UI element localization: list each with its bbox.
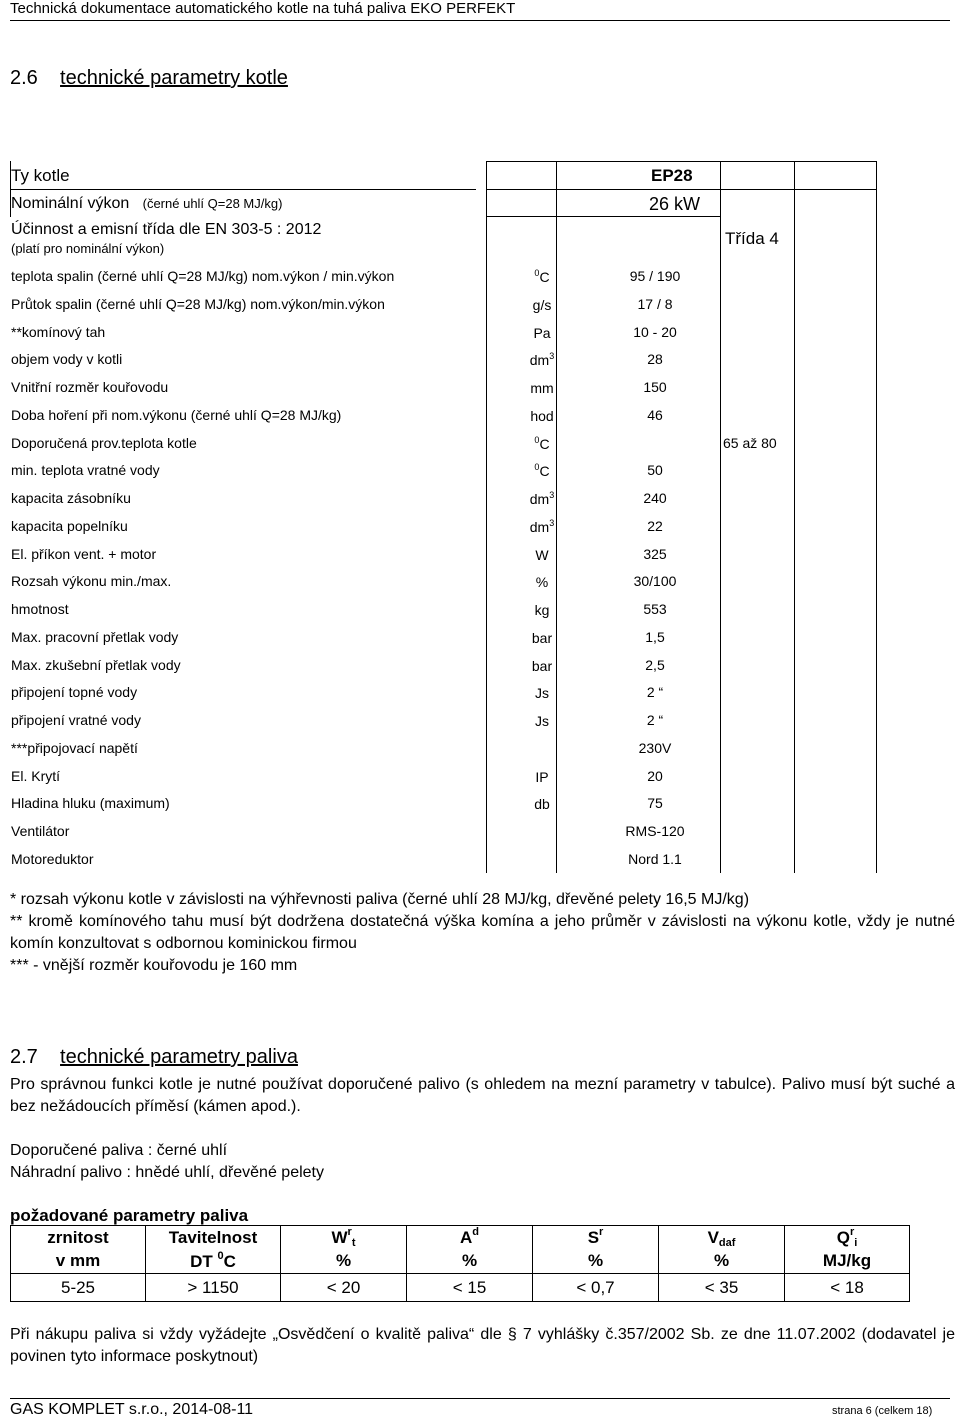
parameter-unit: Js	[535, 713, 549, 729]
recommended-fuel: Doporučené paliva : černé uhlí	[10, 1142, 228, 1159]
parameter-value: 150	[643, 379, 667, 395]
document-header: Technická dokumentace automatického kotle na tuhá paliva EKO PERFEKT	[10, 0, 516, 17]
parameter-value: 2,5	[645, 656, 665, 673]
parameter-value: RMS-120	[625, 823, 685, 839]
parameter-value: 75	[647, 795, 663, 812]
efficiency-class-label: Účinnost a emisní třída dle EN 303-5 : 2012	[11, 221, 322, 238]
nominal-power-value: 26 kW	[649, 194, 701, 214]
efficiency-class-value: Třída 4	[725, 229, 779, 248]
parameter-unit: $dm^3$	[529, 351, 555, 369]
fuel-value-cell: < 0,7	[533, 1274, 659, 1302]
fuel-value-cell: 5-25	[11, 1274, 146, 1302]
fuel-value-cell: > 1150	[146, 1274, 281, 1302]
fuel-table-heading: požadované parametry paliva	[10, 1206, 249, 1225]
parameter-value: 10 - 20	[633, 323, 677, 340]
parameter-value: 553	[643, 601, 667, 617]
fuel-column-unit: %	[533, 1250, 659, 1274]
fuel-description: Pro správnou funkci kotle je nutné používat doporučené palivo (s ohledem na mezní parametry v tabulce). Palivo musí být suché a bez nežádoucích příměsí (kámen apod.).	[10, 1076, 955, 1115]
parameter-unit: bar	[531, 657, 553, 674]
parameter-value: 95 / 190	[629, 268, 681, 284]
parameter-unit: %	[535, 574, 549, 591]
parameter-label: Doporučená prov.teplota kotle	[11, 434, 197, 451]
parameter-label: připojení topné vody	[11, 684, 138, 701]
fuel-value-cell: < 20	[281, 1274, 407, 1302]
fuel-table-unit-row	[11, 1250, 910, 1274]
parameter-unit: hod	[530, 407, 554, 424]
parameter-label: El. Krytí	[11, 767, 61, 784]
fuel-column-header: $Q^ri$	[785, 1226, 910, 1250]
parameter-unit: Pa	[533, 324, 551, 341]
parameter-label: Hladina hluku (maximum)	[11, 795, 170, 812]
parameter-label: hmotnost	[11, 601, 69, 617]
grid-line	[486, 161, 487, 873]
parameter-value: 22	[647, 517, 663, 534]
purchase-note: Při nákupu paliva si vždy vyžádejte „Osvědčení o kvalitě paliva“ dle § 7 vyhlášky č.357/2002 Sb. ze dne 11.07.2002 (dodavatel je povinen tyto informace poskytnout)	[10, 1326, 955, 1365]
footer-page-number: strana 6 (celkem 18)	[832, 1405, 933, 1417]
note-power-range: * rozsah výkonu kotle v závislosti na výhřevnosti paliva (černé uhlí 28 MJ/kg, dřevěné pelety 16,5 MJ/kg)	[10, 891, 750, 908]
parameter-label: Vnitřní rozměr kouřovodu	[11, 379, 169, 395]
parameter-unit: g/s	[532, 296, 552, 313]
grid-line	[486, 216, 720, 217]
parameter-value: 65 až 80	[723, 434, 777, 451]
parameter-value: 28	[647, 351, 663, 368]
parameter-value: 2 “	[646, 712, 664, 728]
note-flue-size: *** - vnější rozměr kouřovodu je 160 mm	[10, 957, 298, 974]
boiler-type-label: Ty kotle	[11, 166, 70, 185]
fuel-column-unit: MJ/kg	[785, 1250, 910, 1274]
parameter-unit: db	[534, 796, 550, 813]
fuel-parameters-table	[10, 1225, 910, 1302]
parameter-label: ***připojovací napětí	[11, 739, 138, 756]
parameter-unit: IP	[535, 768, 549, 785]
fuel-column-header: zrnitost	[11, 1226, 146, 1250]
fuel-column-unit: %	[659, 1250, 785, 1274]
parameter-unit: mm	[530, 380, 554, 396]
parameter-label: Motoreduktor	[11, 850, 94, 867]
section-2-7-heading	[10, 1046, 298, 1069]
fuel-value-cell: < 15	[407, 1274, 533, 1302]
nominal-power-label: Nominální výkon (černé uhlí Q=28 MJ/kg)	[11, 195, 283, 212]
section-title: technické parametry kotle	[60, 67, 288, 89]
fuel-column-unit: %	[407, 1250, 533, 1274]
parameter-label: Doba hoření při nom.výkonu (černé uhlí Q=28 MJ/kg)	[11, 406, 342, 423]
parameter-value: 2 “	[646, 684, 664, 701]
parameter-value: 30/100	[633, 573, 677, 590]
parameter-value: 20	[647, 767, 663, 784]
grid-line	[794, 161, 795, 873]
parameter-value: 1,5	[645, 628, 665, 645]
fuel-column-header: $S^r$	[533, 1226, 659, 1250]
parameter-unit: $^0$C	[534, 434, 550, 452]
parameter-value: 46	[647, 406, 663, 423]
parameter-unit: $^0$C	[534, 462, 550, 480]
parameter-label: Max. zkušební přetlak vody	[11, 656, 181, 673]
efficiency-class-note: (platí pro nominální výkon)	[11, 241, 165, 256]
fuel-table-value-row	[11, 1274, 910, 1302]
parameter-label: připojení vratné vody	[11, 712, 141, 728]
parameter-unit: bar	[531, 629, 553, 646]
parameter-unit: $^0$C	[534, 268, 550, 285]
note-chimney: ** kromě komínového tahu musí být dodržena dostatečná výška komína a jeho průměr v závislosti na výkonu kotle, vždy je nutné komín konzultovat s odbornou kominickou firmou	[10, 913, 955, 952]
parameter-label: objem vody v kotli	[11, 351, 123, 368]
grid-line	[876, 161, 877, 873]
fuel-column-unit: DT $^0$C	[146, 1250, 281, 1274]
parameter-label: Ventilátor	[11, 823, 70, 839]
parameter-unit: Js	[535, 685, 549, 702]
fuel-column-header: Vdaf	[659, 1226, 785, 1250]
parameter-label: El. příkon vent. + motor	[11, 545, 157, 562]
parameter-unit: W	[535, 546, 549, 563]
fuel-column-header: $A^d$	[407, 1226, 533, 1250]
parameter-label: teplota spalin (černé uhlí Q=28 MJ/kg) nom.výkon / min.výkon	[11, 268, 395, 284]
parameter-value: 240	[643, 490, 667, 506]
parameter-unit: kg	[534, 602, 550, 618]
parameter-label: kapacita popelníku	[11, 517, 128, 534]
grid-line	[486, 189, 876, 190]
parameter-unit: $dm^3$	[529, 517, 555, 535]
grid-line	[720, 161, 721, 873]
notes-block	[10, 889, 955, 977]
fuel-value-cell: < 35	[659, 1274, 785, 1302]
parameter-label: Rozsah výkonu min./max.	[11, 573, 172, 590]
parameter-label: kapacita zásobníku	[11, 490, 131, 506]
parameter-value: 230V	[638, 739, 672, 756]
section-number: 2.6	[10, 67, 38, 89]
fuel-column-header: $W^rt$	[281, 1226, 407, 1250]
grid-line	[486, 161, 876, 162]
parameter-value: 17 / 8	[637, 295, 673, 312]
grid-line	[556, 161, 557, 873]
footer-company: GAS KOMPLET s.r.o., 2014-08-11	[10, 1401, 254, 1418]
fuel-table-header-row	[11, 1226, 910, 1250]
fuel-column-header: Tavitelnost	[146, 1226, 281, 1250]
parameter-value: 50	[647, 462, 663, 479]
section-number: 2.7	[10, 1046, 38, 1068]
parameter-value: Nord 1.1	[628, 850, 682, 867]
parameter-label: min. teplota vratné vody	[11, 462, 160, 479]
parameter-label: Max. pracovní přetlak vody	[11, 628, 179, 645]
footer-divider	[10, 1398, 950, 1399]
parameter-unit: $dm^3$	[529, 490, 555, 507]
parameter-label: Průtok spalin (černé uhlí Q=28 MJ/kg) nom.výkon/min.výkon	[11, 295, 385, 312]
section-title: technické parametry paliva	[60, 1046, 298, 1068]
boiler-type-value: EP28	[651, 166, 693, 185]
substitute-fuel: Náhradní palivo : hnědé uhlí, dřevěné pelety	[10, 1164, 324, 1181]
grid-line	[10, 189, 476, 190]
fuel-value-cell: < 18	[785, 1274, 910, 1302]
grid-line	[10, 161, 11, 217]
parameter-label: **komínový tah	[11, 323, 106, 340]
fuel-column-unit: v mm	[11, 1250, 146, 1274]
fuel-column-unit: %	[281, 1250, 407, 1274]
parameter-value: 325	[643, 545, 667, 562]
